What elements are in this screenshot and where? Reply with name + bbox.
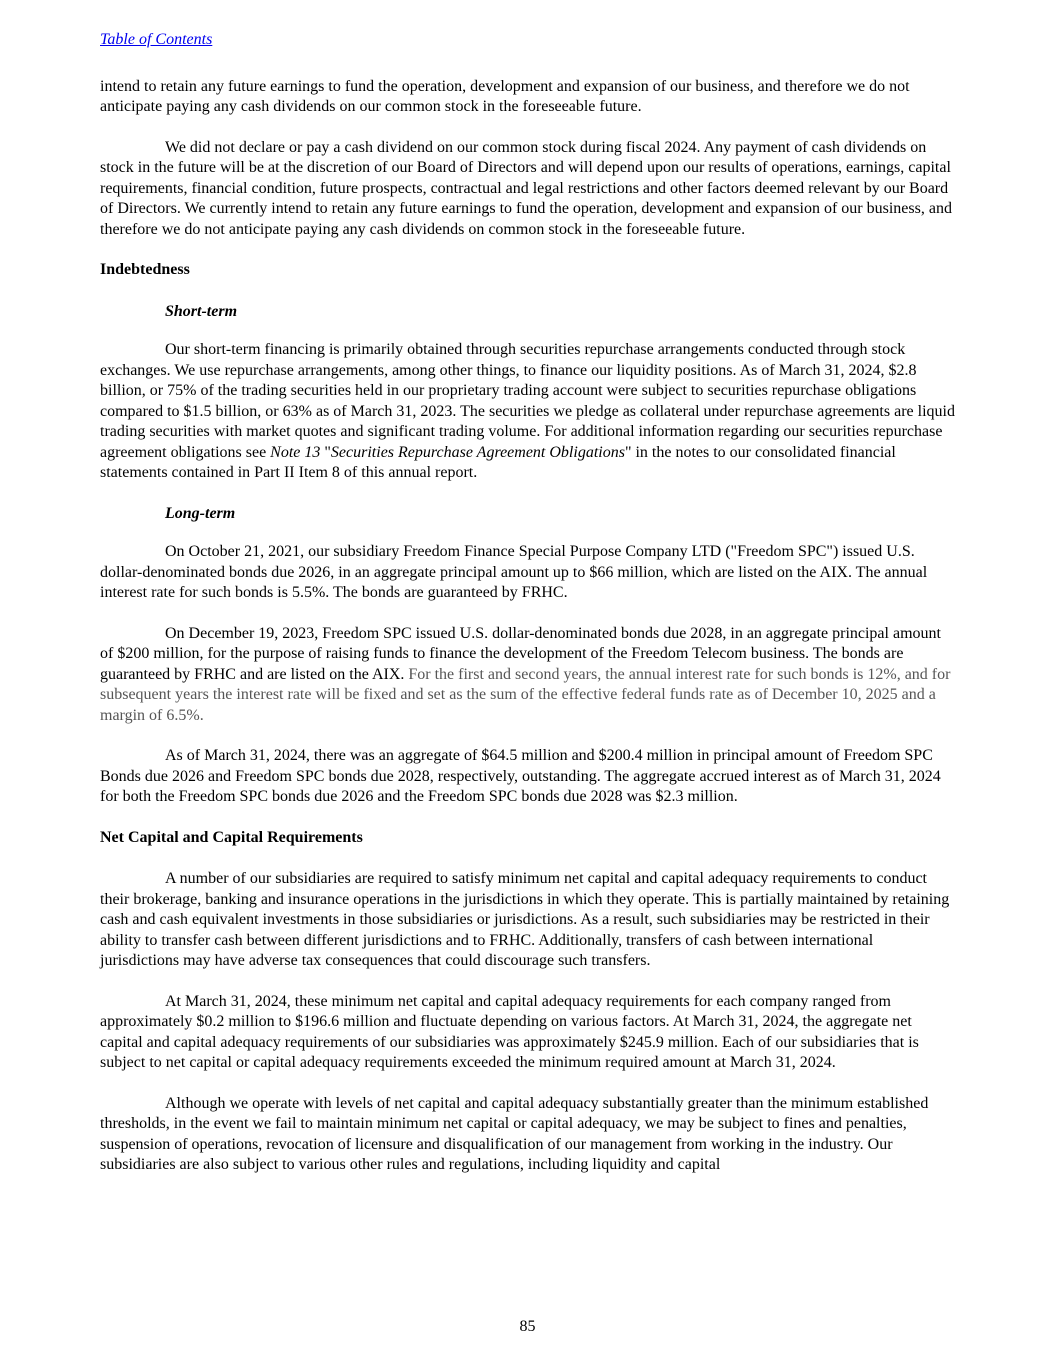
heading-short-term: Short-term bbox=[165, 302, 238, 320]
short-term-text: Our short-term financing is primarily obtained through securities repurchase arrangements conducted through stock exchanges. We use repurchase arrangements, among other things, to finance our liquidity positions. As of March 31, 2024, $2.8 billion, or 75% of the trading securities held in our proprietary trading account were subject to securities repurchase obligations compared to $1.5 billion, or 63% as of March 31, 2023. The securities we pledge as collateral under repurchase agreements are liquid trading securities with market quotes and significant trading volume. For additional information regarding our securities repurchase agreement obligations see bbox=[100, 341, 955, 461]
paragraph-net-capital-risks: Although we operate with levels of net capital and capital adequacy substantially greater than the minimum established thresholds, in the event we fail to maintain minimum net capital or capital adequacy, we may be subject to fines and penalties, suspension of operations, revocation of licensure and disqualification of our management from working in the industry. Our subsidiaries are also subject to various other rules and regulations, including liquidity and capital bbox=[100, 1094, 929, 1173]
heading-long-term: Long-term bbox=[165, 504, 236, 522]
paragraph-bonds-outstanding: As of March 31, 2024, there was an aggregate of $64.5 million and $200.4 million in principal amount of Freedom SPC Bonds due 2026 and Freedom SPC bonds due 2028, respectively, outstanding. The aggregate accrued interest as of March 31, 2024 for both the Freedom SPC bonds due 2026 and the Freedom SPC bonds due 2028 was $2.3 million. bbox=[100, 747, 941, 805]
paragraph-net-capital-requirements: A number of our subsidiaries are required to satisfy minimum net capital and capital adequacy requirements to conduct their brokerage, banking and insurance operations in the jurisdictions in which they operate. This is partially maintained by retaining cash and cash equivalent investments in those subsidiaries or jurisdictions. As a result, such subsidiaries may be restricted in their ability to transfer cash between different jurisdictions and to FRHC. Additionally, transfers of cash between international jurisdictions may have adverse tax consequences that could discourage such transfers. bbox=[100, 870, 950, 969]
paragraph-dividend-policy: We did not declare or pay a cash dividend on our common stock during fiscal 2024. Any payment of cash dividends on stock in the future will be at the discretion of our Board of Directors and will depend upon our results of operations, earnings, capital requirements, financial condition, future prospects, contractual and legal restrictions and other factors deemed relevant by our Board of Directors. We currently intend to retain any future earnings to fund the operation, development and expansion of our business, and therefore we do not anticipate paying any cash dividends on common stock in the foreseeable future. bbox=[100, 138, 952, 238]
paragraph-net-capital-amounts: At March 31, 2024, these minimum net capital and capital adequacy requirements for each company ranged from approximately $0.2 million to $196.6 million and fluctuate depending on various factors. At March 31, 2024, the aggregate net capital and capital adequacy requirements of our subsidiaries was approximately $245.9 million. Each of our subsidiaries that is subject to net capital or capital adequacy requirements exceeded the minimum required amount at March 31, 2024. bbox=[100, 992, 919, 1071]
paragraph-dividends-continuation: intend to retain any future earnings to fund the operation, development and expansion of our business, and therefore we do not anticipate paying any cash dividends on our common stock in the foreseeable future. bbox=[100, 77, 910, 115]
note-13-reference: Note 13 bbox=[270, 443, 325, 461]
table-of-contents-link[interactable]: Table of Contents bbox=[100, 31, 213, 48]
heading-indebtedness: Indebtedness bbox=[100, 261, 190, 278]
heading-net-capital: Net Capital and Capital Requirements bbox=[100, 828, 363, 846]
bonds-2028-text: On December 19, 2023, Freedom SPC issued U.S. dollar-denominated bonds due 2028, in an aggregate principal amount of $200 million, for the purpose of raising funds to finance the development of the Freedom Telecom business. The bonds are guaranteed by FRHC and are listed on the AIX. bbox=[100, 624, 941, 683]
bonds-2028-interest-terms: For the first and second years, the annual interest rate for such bonds is 12%, and for subsequent years the interest rate will be fixed and set as the sum of the effective federal funds rate as of December 10, 2025 and a margin of 6.5%. bbox=[100, 665, 951, 724]
paragraph-bonds-2026: On October 21, 2021, our subsidiary Freedom Finance Special Purpose Company LTD ("Freedom SPC") issued U.S. dollar-denominated bonds due 2026, in an aggregate principal amount up to $66 million, which are listed on the AIX. The annual interest rate for such bonds is 5.5%. The bonds are guaranteed by FRHC. bbox=[100, 543, 928, 601]
paragraph-bonds-2028 bbox=[100, 624, 955, 727]
short-term-text-end: " in the notes to our consolidated financial statements contained in Part II Item 8 of this annual report. bbox=[100, 443, 896, 481]
note-13-title: Securities Repurchase Agreement Obligations bbox=[330, 443, 625, 461]
paragraph-short-term-financing bbox=[100, 340, 955, 484]
page-number: 85 bbox=[519, 1317, 536, 1335]
toc-link-container bbox=[100, 30, 955, 51]
quote-open: " bbox=[324, 443, 331, 461]
